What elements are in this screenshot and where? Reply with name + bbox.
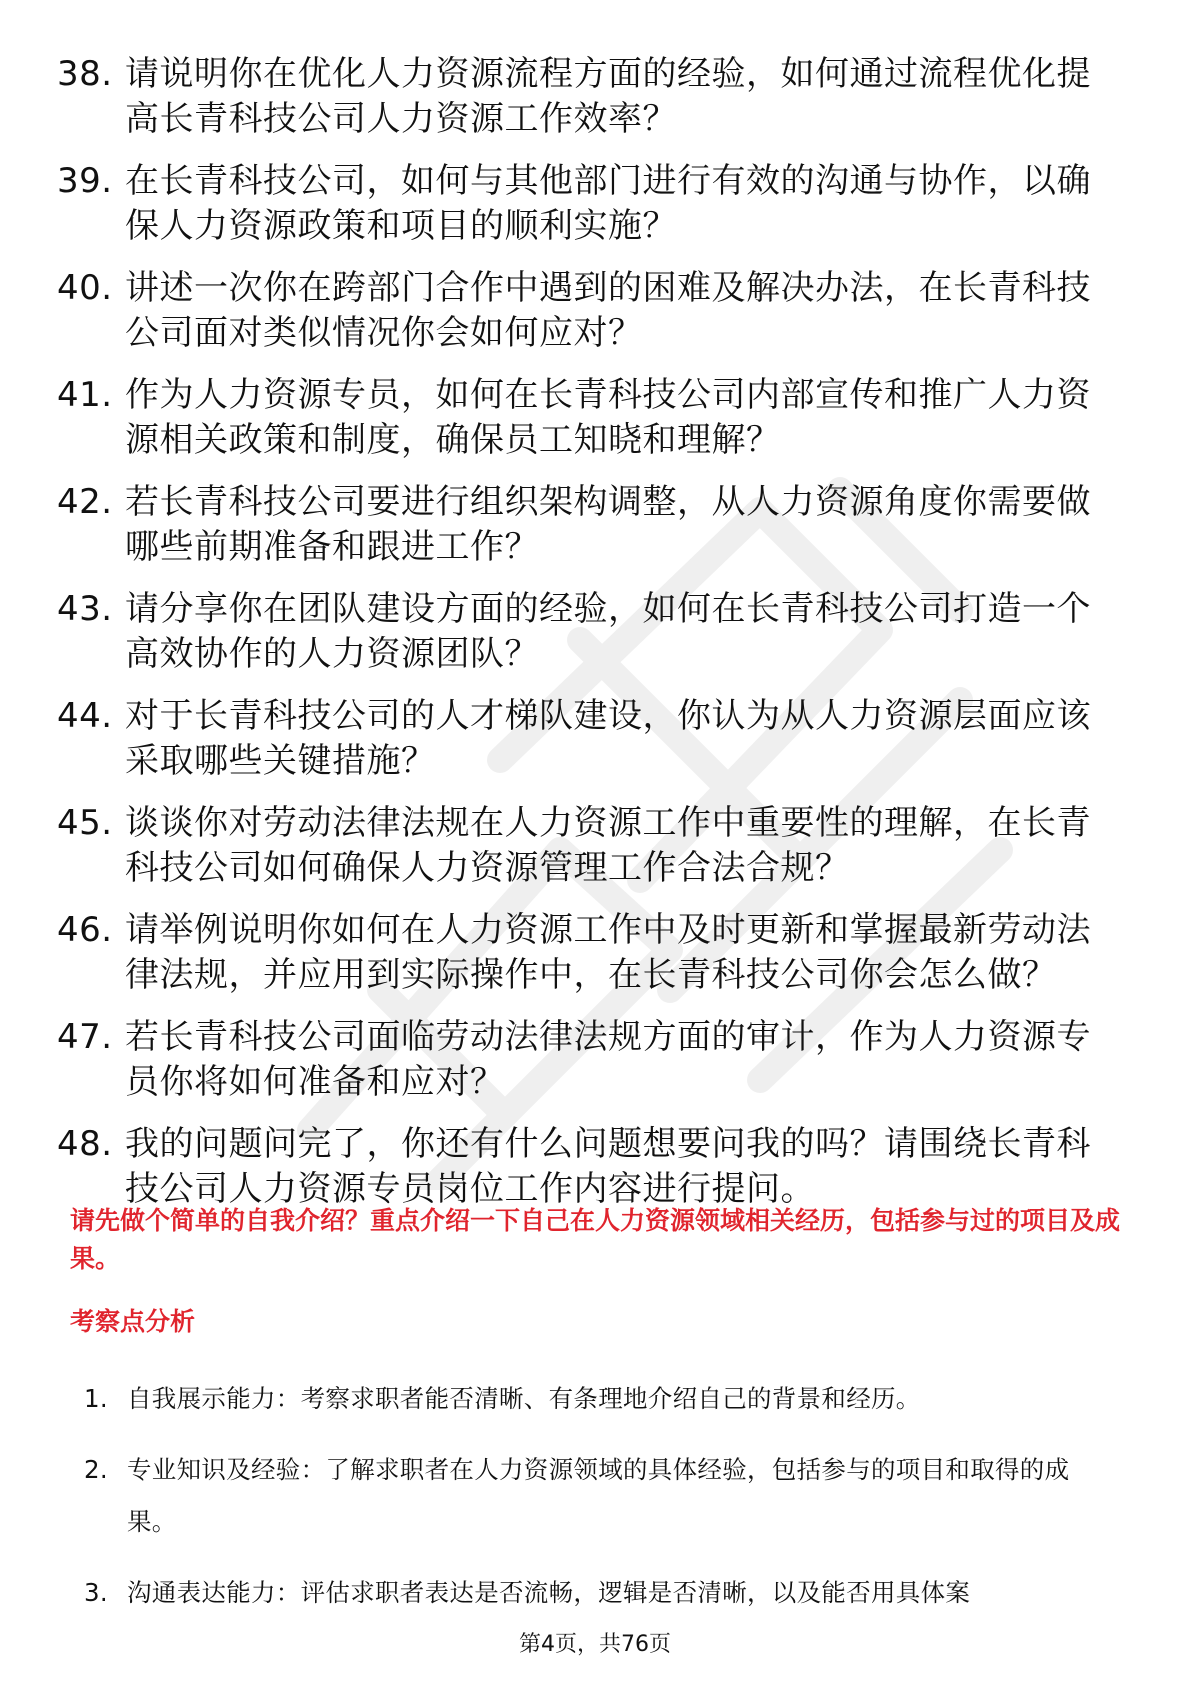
question-number: 44. — [57, 696, 113, 736]
question-item — [57, 480, 1117, 570]
question-item — [57, 694, 1117, 784]
question-number: 46. — [57, 910, 113, 950]
question-item — [57, 801, 1117, 891]
question-list — [57, 52, 1117, 1229]
question-text: 若长青科技公司要进行组织架构调整，从人力资源角度你需要做哪些前期准备和跟进工作？ — [125, 482, 1091, 567]
question-item — [57, 52, 1117, 142]
question-item — [57, 1015, 1117, 1105]
question-text: 请说明你在优化人力资源流程方面的经验，如何通过流程优化提高长青科技公司人力资源工作效率？ — [125, 54, 1091, 139]
analysis-number: 3. — [84, 1578, 108, 1607]
analysis-heading: 考察点分析 — [70, 1307, 196, 1336]
question-text: 请举例说明你如何在人力资源工作中及时更新和掌握最新劳动法律法规，并应用到实际操作中，在长青科技公司你会怎么做？ — [125, 910, 1091, 995]
page-footer: 第4页，共76页 — [519, 1632, 671, 1657]
highlighted-question: 请先做个简单的自我介绍？重点介绍一下自己在人力资源领域相关经历，包括参与过的项目及成果。 — [70, 1206, 1121, 1273]
question-number: 41. — [57, 375, 113, 415]
analysis-number: 2. — [84, 1455, 108, 1484]
analysis-item — [84, 1373, 1114, 1425]
question-text: 请分享你在团队建设方面的经验，如何在长青科技公司打造一个高效协作的人力资源团队？ — [125, 589, 1091, 674]
question-item — [57, 373, 1117, 463]
question-number: 47. — [57, 1017, 113, 1057]
question-item — [57, 1122, 1117, 1212]
question-text: 若长青科技公司面临劳动法律法规方面的审计，作为人力资源专员你将如何准备和应对？ — [125, 1017, 1091, 1102]
question-number: 48. — [57, 1124, 113, 1164]
question-item — [57, 266, 1117, 356]
question-number: 38. — [57, 54, 113, 94]
analysis-text: 专业知识及经验：了解求职者在人力资源领域的具体经验，包括参与的项目和取得的成果。 — [127, 1455, 1070, 1536]
analysis-number: 1. — [84, 1384, 108, 1413]
question-text: 谈谈你对劳动法律法规在人力资源工作中重要性的理解，在长青科技公司如何确保人力资源管理工作合法合规？ — [125, 803, 1091, 888]
analysis-item — [84, 1444, 1114, 1548]
question-text: 在长青科技公司，如何与其他部门进行有效的沟通与协作，以确保人力资源政策和项目的顺利实施？ — [125, 161, 1091, 246]
question-text: 作为人力资源专员，如何在长青科技公司内部宣传和推广人力资源相关政策和制度，确保员工知晓和理解？ — [125, 375, 1091, 460]
question-text: 对于长青科技公司的人才梯队建设，你认为从人力资源层面应该采取哪些关键措施？ — [125, 696, 1091, 781]
question-number: 42. — [57, 482, 113, 522]
analysis-item — [84, 1567, 1114, 1619]
question-text: 讲述一次你在跨部门合作中遇到的困难及解决办法，在长青科技公司面对类似情况你会如何应对？ — [125, 268, 1091, 353]
analysis-list — [84, 1373, 1114, 1638]
question-text: 我的问题问完了，你还有什么问题想要问我的吗？请围绕长青科技公司人力资源专员岗位工作内容进行提问。 — [125, 1124, 1091, 1209]
question-number: 39. — [57, 161, 113, 201]
question-number: 45. — [57, 803, 113, 843]
question-item — [57, 159, 1117, 249]
analysis-text: 自我展示能力：考察求职者能否清晰、有条理地介绍自己的背景和经历。 — [127, 1384, 921, 1413]
analysis-text: 沟通表达能力：评估求职者表达是否流畅，逻辑是否清晰，以及能否用具体案 — [127, 1578, 971, 1607]
question-number: 43. — [57, 589, 113, 629]
question-number: 40. — [57, 268, 113, 308]
question-item — [57, 587, 1117, 677]
question-item — [57, 908, 1117, 998]
